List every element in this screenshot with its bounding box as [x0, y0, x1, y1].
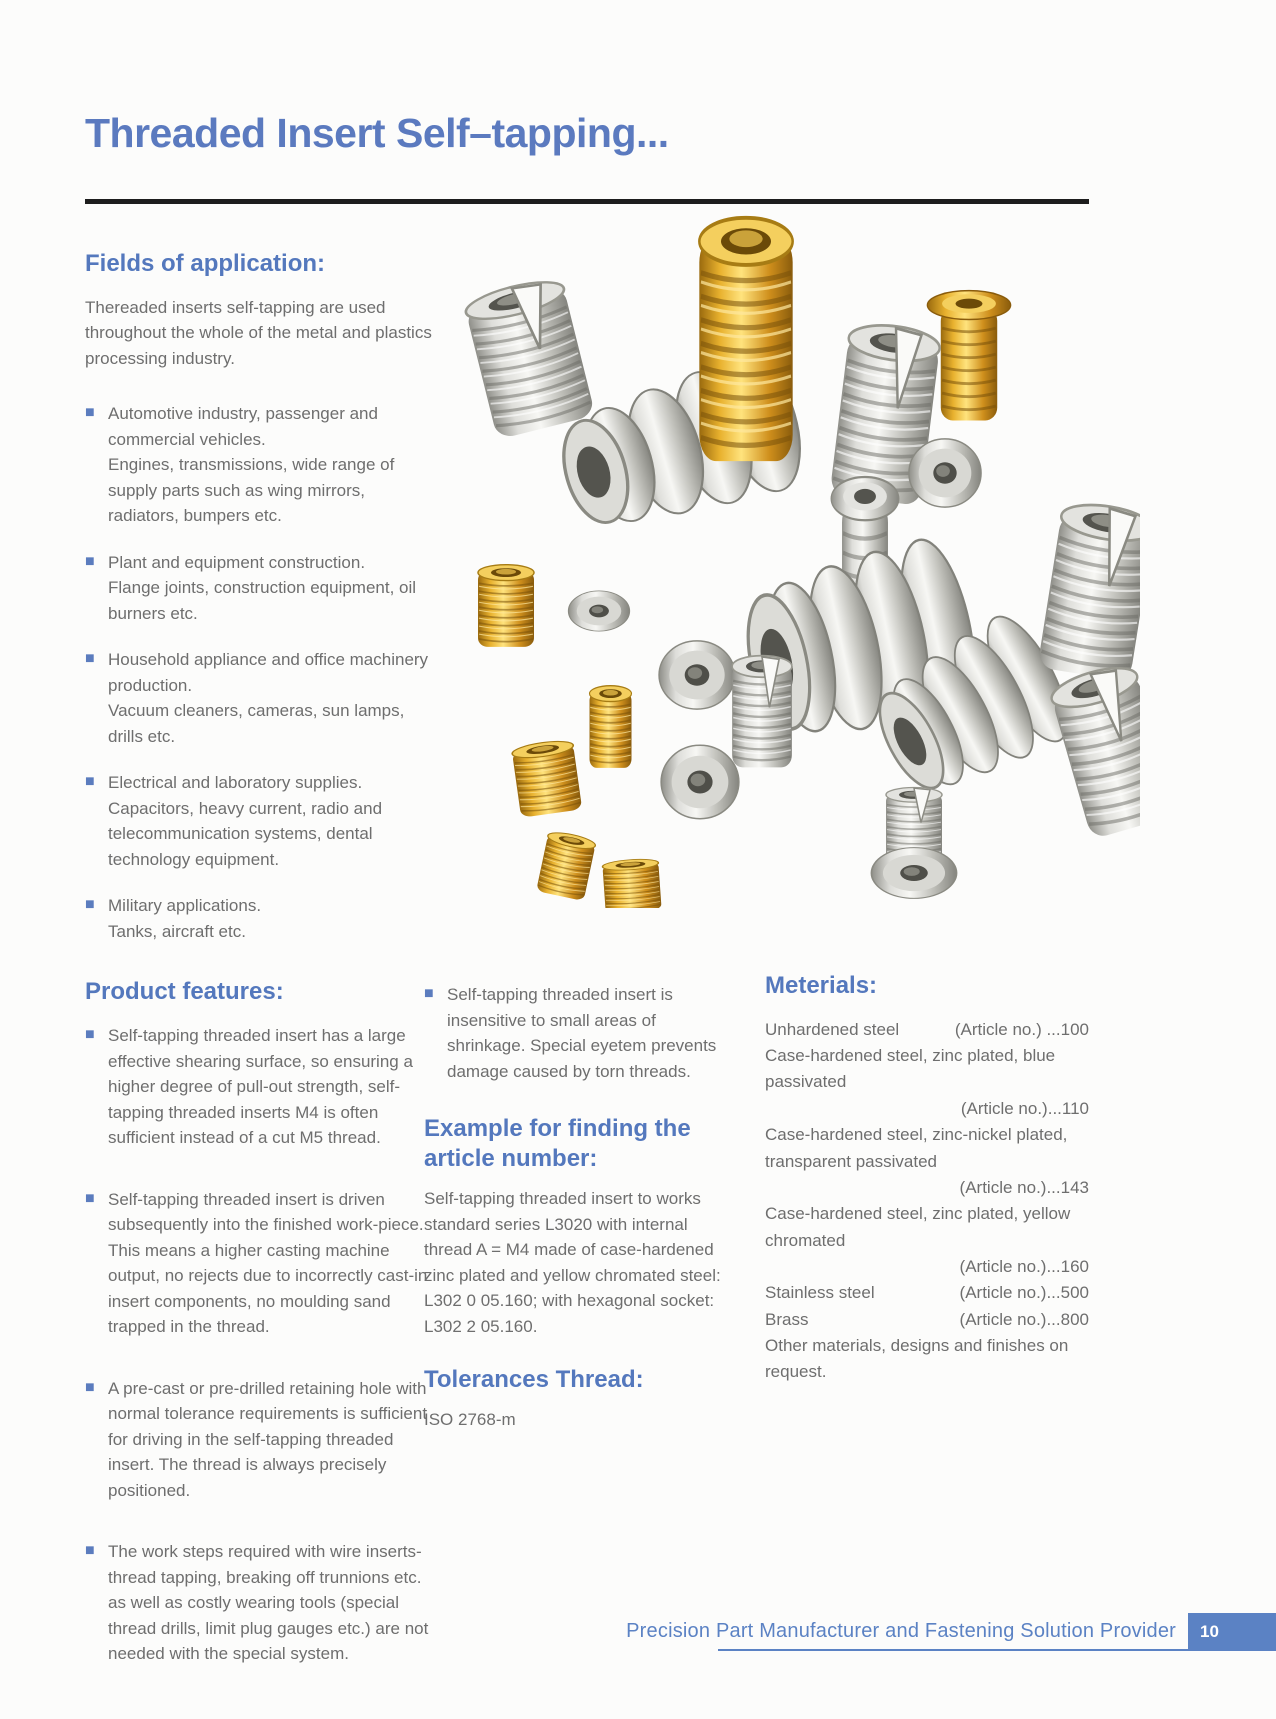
fields-of-application-heading: Fields of application: [85, 250, 326, 277]
example-heading: Example for finding the article number: [424, 1115, 691, 1172]
tolerances-text: ISO 2768-m [424, 1410, 516, 1429]
page-title: Threaded Insert Self–tapping... [85, 110, 669, 156]
middle-column [424, 982, 738, 1433]
application-detail: Vacuum cleaners, cameras, sun lamps, drills etc. [108, 701, 405, 746]
bullet-square-icon: ■ [85, 1026, 95, 1044]
bullet-square-icon: ■ [85, 404, 95, 422]
material-article-number: (Article no.) ...100 [954, 1019, 1089, 1039]
example-text: Self-tapping threaded insert to works standard series L3020 with internal thread A = M4 made of case-hardened zinc plated and yellow chromated steel: L302 0 05.160; with hexagonal socket: L302 2 05.160. [424, 1189, 721, 1336]
application-detail: Capacitors, heavy current, radio and telecommunication systems, dental technology equipment. [108, 798, 383, 869]
application-detail: Flange joints, construction equipment, oil burners etc. [108, 578, 417, 623]
bullet-square-icon: ■ [85, 1378, 95, 1396]
application-list [85, 401, 437, 944]
material-row [765, 1017, 1089, 1043]
page-number-badge [1188, 1613, 1276, 1651]
feature-item [424, 982, 738, 1084]
application-detail: Engines, transmissions, wide range of supply parts such as wing mirrors, radiators, bumpers etc. [108, 455, 395, 526]
material-row [765, 1201, 1089, 1280]
material-row [765, 1280, 1089, 1306]
feature-text: Self-tapping threaded insert is insensitive to small areas of shrinkage. Special eyetem prevents damage caused by torn threads. [447, 985, 717, 1081]
application-item [85, 647, 437, 749]
feature-item [85, 1187, 437, 1340]
product-features-heading: Product features: [85, 978, 284, 1006]
material-article-number: (Article no.)...800 [959, 1309, 1089, 1329]
application-title: Household appliance and office machinery production. [108, 650, 429, 695]
feature-item [85, 1376, 437, 1504]
material-name: Case-hardened steel, zinc plated, yellow chromated [765, 1204, 1071, 1250]
material-article-number: (Article no.)...500 [959, 1283, 1089, 1303]
material-name: Case-hardened steel, zinc-nickel plated, transparent passivated [765, 1125, 1068, 1171]
footer-slogan: Precision Part Manufacturer and Fastening Solution Provider [626, 1620, 1176, 1642]
product-features-list [85, 1023, 437, 1667]
application-title: Plant and equipment construction. [108, 552, 366, 572]
left-column [85, 250, 437, 1703]
material-name: Brass [765, 1309, 809, 1329]
application-title: Military applications. [108, 896, 262, 916]
material-name: Unhardened steel [765, 1019, 900, 1039]
feature-text: The work steps required with wire inserts-thread tapping, breaking off trunnions etc. as well as costly wearing tools (special thread drills, limit plug gauges etc.) are not needed with the special system. [108, 1542, 429, 1664]
feature-item [85, 1023, 437, 1151]
material-article-number: (Article no.)...110 [960, 1098, 1089, 1118]
fields-of-application-intro: Thereaded inserts self-tapping are used throughout the whole of the metal and plastics processing industry. [85, 297, 432, 368]
tolerances-heading: Tolerances Thread: [424, 1366, 644, 1393]
bullet-square-icon: ■ [85, 1189, 95, 1207]
material-name: Case-hardened steel, zinc plated, blue passivated [765, 1046, 1056, 1092]
materials-list [765, 1017, 1089, 1333]
application-item [85, 401, 437, 529]
bullet-square-icon: ■ [85, 1542, 95, 1560]
application-item [85, 550, 437, 627]
material-article-number: (Article no.)...143 [959, 1177, 1089, 1197]
material-row [765, 1307, 1089, 1333]
bullet-square-icon: ■ [85, 773, 95, 791]
material-row [765, 1043, 1089, 1122]
application-item [85, 770, 437, 872]
application-title: Automotive industry, passenger and commercial vehicles. [108, 404, 378, 449]
materials-note: Other materials, designs and finishes on request. [765, 1335, 1069, 1382]
feature-text: A pre-cast or pre-drilled retaining hole with normal tolerance requirements is sufficient for driving in the self-tapping threaded insert. The thread is always precisely positioned. [108, 1378, 428, 1500]
material-row [765, 1122, 1089, 1201]
bullet-square-icon: ■ [85, 650, 95, 668]
product-photo [438, 202, 1140, 908]
application-item [85, 893, 437, 944]
material-name: Stainless steel [765, 1283, 875, 1303]
material-article-number: (Article no.)...160 [959, 1256, 1089, 1276]
feature-text: Self-tapping threaded insert is driven subsequently into the finished work-piece. This means a higher casting machine output, no rejects due to incorrectly cast-in insert components, no moulding sand trapped in the thread. [108, 1189, 428, 1337]
application-detail: Tanks, aircraft etc. [108, 921, 246, 941]
materials-heading: Meterials: [765, 972, 878, 999]
bullet-square-icon: ■ [85, 896, 95, 914]
feature-item [85, 1539, 437, 1667]
feature-text: Self-tapping threaded insert has a large effective shearing surface, so ensuring a higher degree of pull-out strength, self-tapping threaded inserts M4 is often sufficient instead of a cut M5 thread. [108, 1026, 413, 1148]
page-number: 10 [1200, 1622, 1219, 1641]
bullet-square-icon: ■ [424, 985, 434, 1002]
materials-column [765, 972, 1089, 1386]
bullet-square-icon: ■ [85, 552, 95, 570]
application-title: Electrical and laboratory supplies. [108, 773, 363, 793]
